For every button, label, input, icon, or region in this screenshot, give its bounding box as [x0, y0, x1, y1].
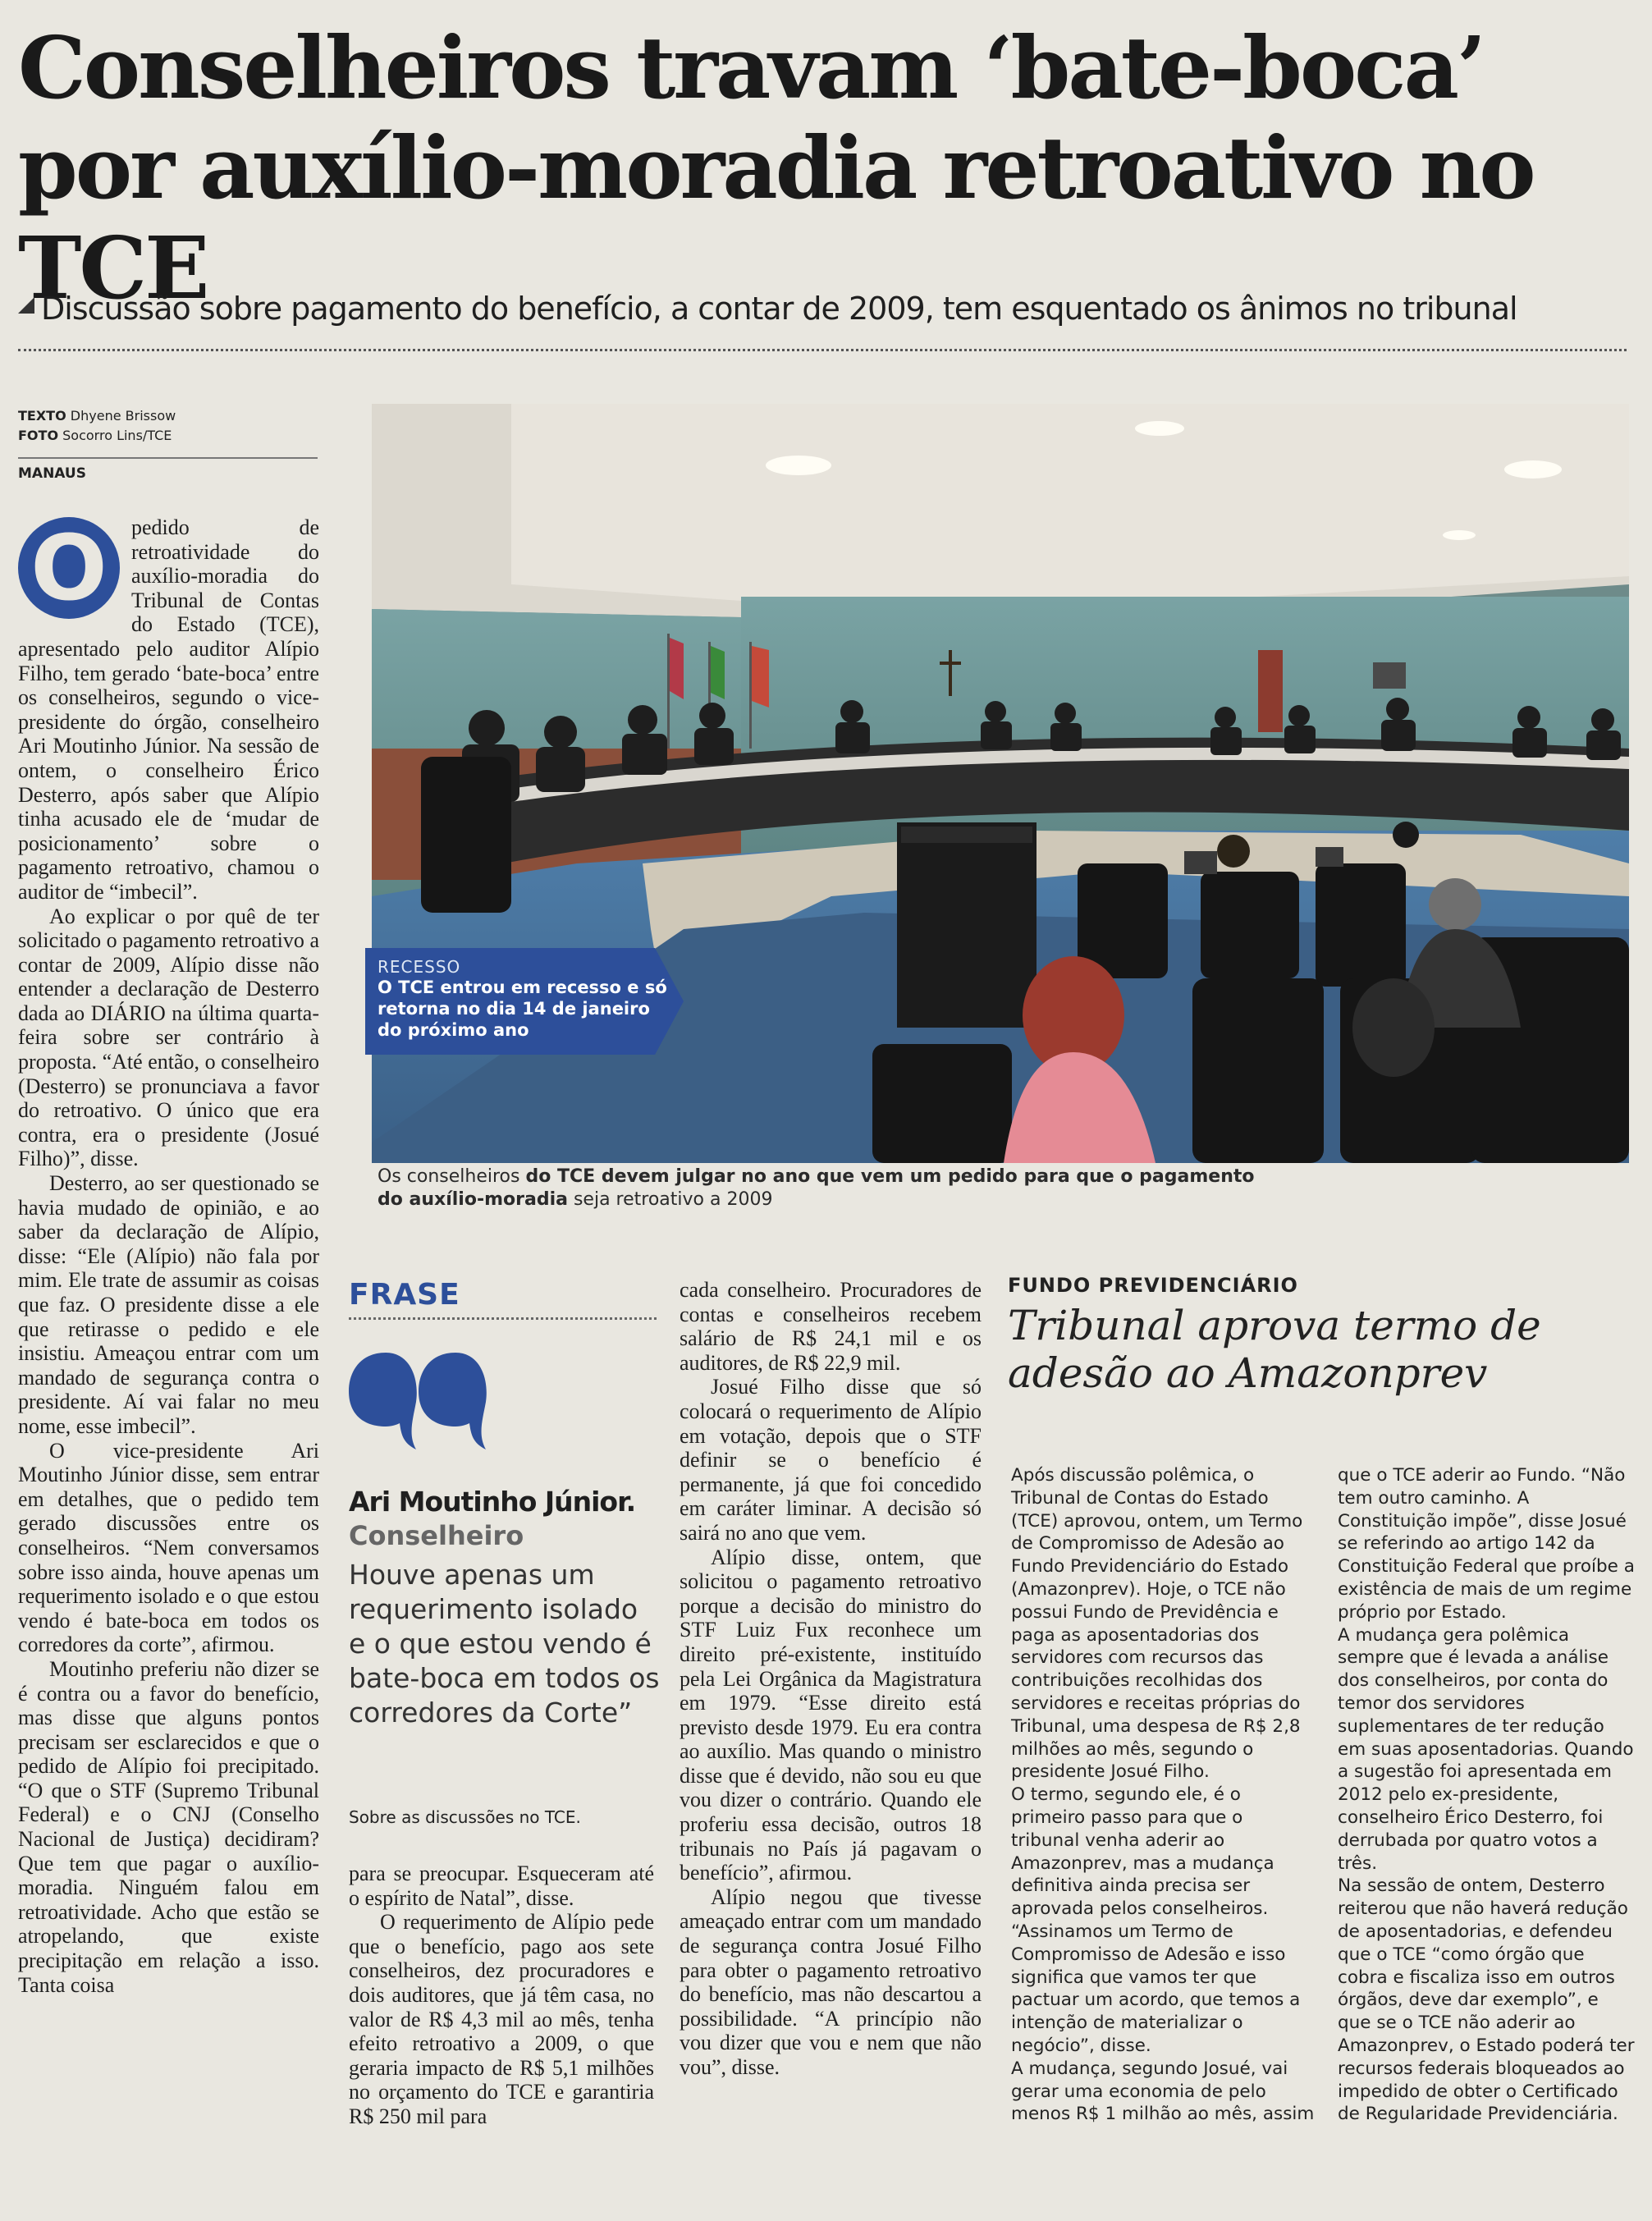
sidebar-column-a — [1011, 1464, 1315, 2126]
article-column-3 — [680, 1278, 982, 2080]
article-paragraph: Alípio negou que tivesse ameaçado entrar com um mandado de segurança contra Josué Filho para obter o pagamento retroativo do benefício, mas não descartou a possibilidade. “A princípio não vou dizer que vou e nem que não vou”, disse. — [680, 1884, 982, 2079]
credit-foto-name: Socorro Lins/TCE — [62, 428, 172, 443]
article-paragraph: Moutinho preferiu não dizer se é contra ou a favor do benefício, mas disse que alguns pontos precisam ser esclarecidos e que o pedido de Alípio foi precipitado. “O que o STF (Supremo Tribunal Federal) e o CNJ (Conselho Nacional de Justiça) decidiram? Que tem que pagar o auxílio-moradia. Ninguém falou em retroatividade. Acho que estão se atropelando, que existe precipitação em relação a isso. Tanta coisa — [18, 1656, 319, 1997]
credit-texto-label: TEXTO — [18, 408, 66, 424]
frase-note: Sobre as discussões no TCE. — [349, 1807, 581, 1827]
sidebar-paragraph: Na sessão de ontem, Desterro reiterou que não haverá redução de aposentadorias, e defendeu que o TCE “como órgão que cobra e fiscaliza isso em outros órgãos, deve dar exemplo”, e que se o TCE não aderir ao Amazonprev, o Estado poderá ter recursos federais bloqueados ao impedido de obter o Certificado de Regularidade Previdenciária. — [1338, 1875, 1635, 2125]
article-column-1 — [18, 515, 319, 1997]
frase-divider — [349, 1317, 657, 1320]
article-paragraph: O pedido de retroatividade do auxílio-moradia do Tribunal de Contas do Estado (TCE), apresentado pelo auditor Alípio Filho, tem gerado ‘bate-boca’ entre os conselheiros, segundo o vice-presidente do órgão, conselheiro Ari Moutinho Júnior. Na sessão de ontem, o conselheiro Érico Desterro, após saber que Alípio tinha acusado ele de ‘mudar de posicionamento’ sobre o pagamento retroativo, chamou o auditor de “imbecil”. — [18, 515, 319, 904]
article-paragraph: Desterro, ao ser questionado se havia mudado de opinião, e ao saber da declaração de Alípio, disse: “Ele (Alípio) não fala por mim. Ele trate de assumir as coisas que faz. O presidente disse a ele que retirasse o pedido e ele insistiu. Ameaçou entrar com um mandado de segurança contra o presidente. Aí vai falar no meu nome, esse imbecil”. — [18, 1171, 319, 1438]
article-paragraph: Ao explicar o por quê de ter solicitado o pagamento retroativo a contar de 2009, Alípio disse não entender a declaração de Desterro dada ao DIÁRIO na última quarta-feira sobre ser contrário à proposta. “Até então, o conselheiro (Desterro) se pronunciava a favor do retroativo. O único que era contra, era o presidente (Josué Filho)”, disse. — [18, 904, 319, 1171]
drop-cap: O — [18, 517, 120, 619]
credit-texto — [18, 407, 176, 425]
recesso-title: RECESSO — [378, 957, 461, 977]
dateline: MANAUS — [18, 465, 86, 482]
article-paragraph: para se preocupar. Esqueceram até o espírito de Natal”, disse. — [349, 1862, 654, 1910]
article-paragraph: Josué Filho disse que só colocará o requerimento de Alípio em votação, depois que o STF definir se o benefício é permanente, já que foi concedido em caráter liminar. A decisão só sairá no ano que vem. — [680, 1375, 982, 1545]
frase-quote: Houve apenas um requerimento isolado e o que estou vendo é bate-boca em todos os corredores da Corte” — [349, 1559, 660, 1729]
recesso-text: O TCE entrou em recesso e só retorna no dia 14 de janeiro do próximo ano — [378, 978, 667, 1040]
caption-text-end: seja retroativo a 2009 — [567, 1189, 773, 1210]
quote-marks-icon — [349, 1346, 488, 1453]
caption-text: Os conselheiros — [378, 1166, 526, 1187]
sidebar-column-b — [1338, 1464, 1637, 2126]
credit-divider — [18, 457, 318, 459]
credit-foto — [18, 427, 172, 445]
sidebar-paragraph: A mudança, segundo Josué, vai gerar uma economia de pelo menos R$ 1 milhão ao mês, assim — [1011, 2058, 1315, 2125]
article-paragraph: cada conselheiro. Procuradores de contas e conselheiros recebem salário de R$ 24,1 mil e os auditores, de R$ 22,9 mil. — [680, 1278, 982, 1375]
article-column-2 — [349, 1862, 654, 2129]
article-paragraph: O vice-presidente Ari Moutinho Júnior disse, sem entrar em detalhes, que o pedido tem gerado discussões entre os conselheiros. “Nem conversamos sobre isso ainda, houve apenas um requerimento isolado e o que estou vendo é bate-boca em todos os corredores da corte”, afirmou. — [18, 1438, 319, 1657]
credit-foto-label: FOTO — [18, 428, 59, 443]
article-paragraph: Alípio disse, ontem, que solicitou o pagamento retroativo porque a decisão do ministro do STF Luiz Fux reconhece um direito pré-existente, instituído pela Lei Orgânica da Magistratura em 1979. “Esse direito está previsto desde 1979. Eu era contra ao auxílio. Mas quando o ministro disse que é devido, não sou eu que vou dizer o contrário. Quando ele proferiu essa decisão, outros 18 tribunais no País já pagavam o benefício”, afirmou. — [680, 1545, 982, 1885]
sidebar-paragraph: O termo, segundo ele, é o primeiro passo para que o tribunal venha aderir ao Amazonprev, mas a mudança definitiva ainda precisa ser aprovada pelos conselheiros. “Assinamos um Termo de Compromisso de Adesão e isso significa que vamos ter que pactuar um acordo, que temos a intenção de materializar o negócio”, disse. — [1011, 1784, 1301, 2056]
subheadline: Discussão sobre pagamento do benefício, a contar de 2009, tem esquentado os ânimos no tribunal — [41, 291, 1517, 327]
headline: Conselheiros travam ‘bate-boca’ por auxílio-moradia retroativo no TCE — [18, 17, 1534, 318]
sidebar-paragraph: que o TCE aderir ao Fundo. “Não tem outro caminho. A Constituição impõe”, disse Josué se referindo ao artigo 142 da Constituição Federal que proíbe a existência de mais de um regime próprio por Estado. — [1338, 1465, 1635, 1623]
photo-caption — [378, 1165, 1280, 1211]
frase-speaker-role: Conselheiro — [349, 1520, 524, 1551]
article-paragraph: O requerimento de Alípio pede que o benefício, pago aos sete conselheiros, dez procuradores e dois auditores, que já têm casa, no valor de R$ 4,3 mil ao mês, tenha efeito retroativo a 2009, o que geraria impacto de R$ 5,1 milhões no orçamento do TCE e garantiria R$ 250 mil para — [349, 1910, 654, 2128]
subhead-arrow-icon — [18, 297, 34, 314]
sidebar-section-label: FUNDO PREVIDENCIÁRIO — [1008, 1274, 1298, 1297]
sidebar-title: Tribunal aprova termo de adesão ao Amazonprev — [1008, 1302, 1541, 1397]
credit-texto-name: Dhyene Brissow — [70, 408, 176, 424]
frase-label: FRASE — [349, 1278, 460, 1312]
frase-speaker-name: Ari Moutinho Júnior. — [349, 1486, 636, 1518]
subhead-divider — [18, 349, 1627, 351]
caption-bold-text: do TCE devem julgar no ano que vem um pedido para que o pagamento do auxílio-moradia — [378, 1166, 1255, 1210]
sidebar-paragraph: A mudança gera polêmica sempre que é levada a análise dos conselheiros, por conta do temor dos servidores suplementares de ter redução em suas aposentadorias. Quando a sugestão foi apresentada em 2012 pelo ex-presidente, conselheiro Érico Desterro, foi derrubada por quatro votos a três. — [1338, 1624, 1634, 1874]
sidebar-paragraph: Após discussão polêmica, o Tribunal de Contas do Estado (TCE) aprovou, ontem, um Termo de Compromisso de Adesão ao Fundo Previdenciário do Estado (Amazonprev). Hoje, o TCE não possui Fundo de Previdência e paga as aposentadorias dos servidores com recursos das contribuições recolhidas dos servidores e receitas próprias do Tribunal, uma despesa de R$ 2,8 milhões ao mês, segundo o presidente Josué Filho. — [1011, 1465, 1303, 1783]
